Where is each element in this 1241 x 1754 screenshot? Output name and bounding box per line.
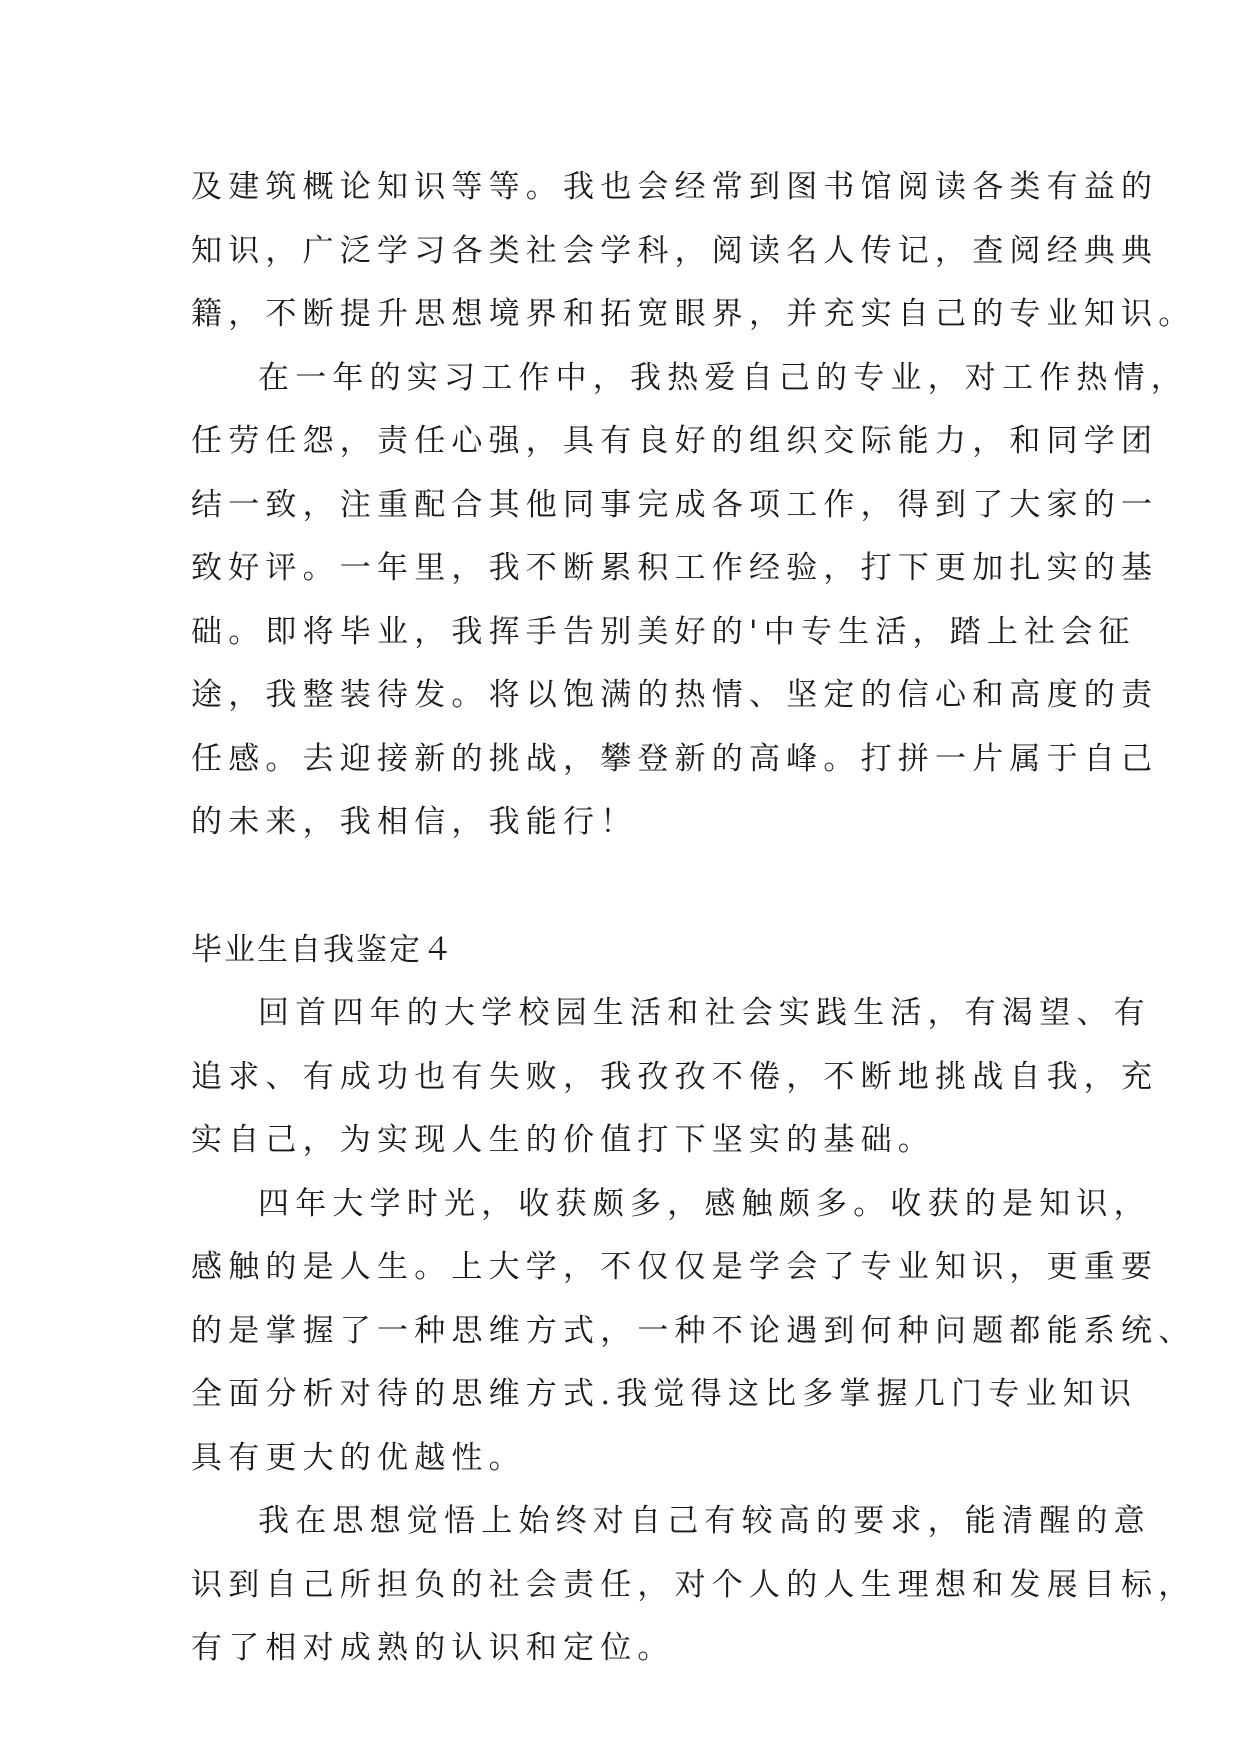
- text-line: 追求、有成功也有失败，我孜孜不倦，不断地挑战自我，充: [191, 1058, 1159, 1095]
- paragraph: [191, 156, 1196, 347]
- paragraph: [191, 347, 1188, 855]
- text-line: 任感。去迎接新的挑战，攀登新的高峰。打拼一片属于自己: [191, 740, 1159, 777]
- text-line: 实自己，为实现人生的价值打下坚实的基础。: [191, 1122, 935, 1158]
- section-heading: 毕业生自我鉴定４: [191, 931, 455, 968]
- document-page: [191, 156, 1196, 1681]
- text-line: 及建筑概论知识等等。我也会经常到图书馆阅读各类有益的: [191, 169, 1159, 205]
- text-line: 途，我整装待发。将以饱满的热情、坚定的信心和高度的责: [191, 677, 1159, 713]
- text-line: 知识，广泛学习各类社会学科，阅读名人传记，查阅经典典: [191, 232, 1159, 269]
- text-line: 在一年的实习工作中，我热爱自己的专业，对工作热情，: [258, 359, 1188, 396]
- text-line: 具有更大的优越性。: [191, 1439, 526, 1476]
- text-line: 致好评。一年里，我不断累积工作经验，打下更加扎实的基: [191, 550, 1159, 586]
- text-line: 的未来，我相信，我能行！: [191, 804, 638, 840]
- text-line: 识到自己所担负的社会责任，对个人的人生理想和发展目标，: [191, 1566, 1196, 1603]
- text-line: 四年大学时光，收获颇多，感触颇多。收获的是知识，: [258, 1185, 1151, 1222]
- paragraph: [191, 982, 1159, 1173]
- paragraph: [191, 1490, 1196, 1681]
- paragraph: [191, 1173, 1196, 1491]
- text-line: 任劳任怨，责任心强，具有良好的组织交际能力，和同学团: [191, 423, 1159, 459]
- text-line: 我在思想觉悟上始终对自己有较高的要求，能清醒的意: [258, 1503, 1151, 1539]
- text-line: 籍，不断提升思想境界和拓宽眼界，并充实自己的专业知识。: [191, 296, 1196, 332]
- text-line: 结一致，注重配合其他同事完成各项工作，得到了大家的一: [191, 486, 1159, 523]
- text-line: 的是掌握了一种思维方式，一种不论遇到何种问题都能系统、: [191, 1312, 1196, 1349]
- text-line: 感触的是人生。上大学，不仅仅是学会了专业知识，更重要: [191, 1249, 1159, 1285]
- text-line: 础。即将毕业，我挥手告别美好的'中专生活，踏上社会征: [191, 613, 1136, 650]
- text-line: 全面分析对待的思维方式.我觉得这比多掌握几门专业知识: [191, 1376, 1138, 1412]
- section-spacer: [191, 855, 1051, 919]
- text-line: 有了相对成熟的认识和定位。: [191, 1630, 675, 1666]
- text-line: 回首四年的大学校园生活和社会实践生活，有渴望、有: [258, 995, 1151, 1031]
